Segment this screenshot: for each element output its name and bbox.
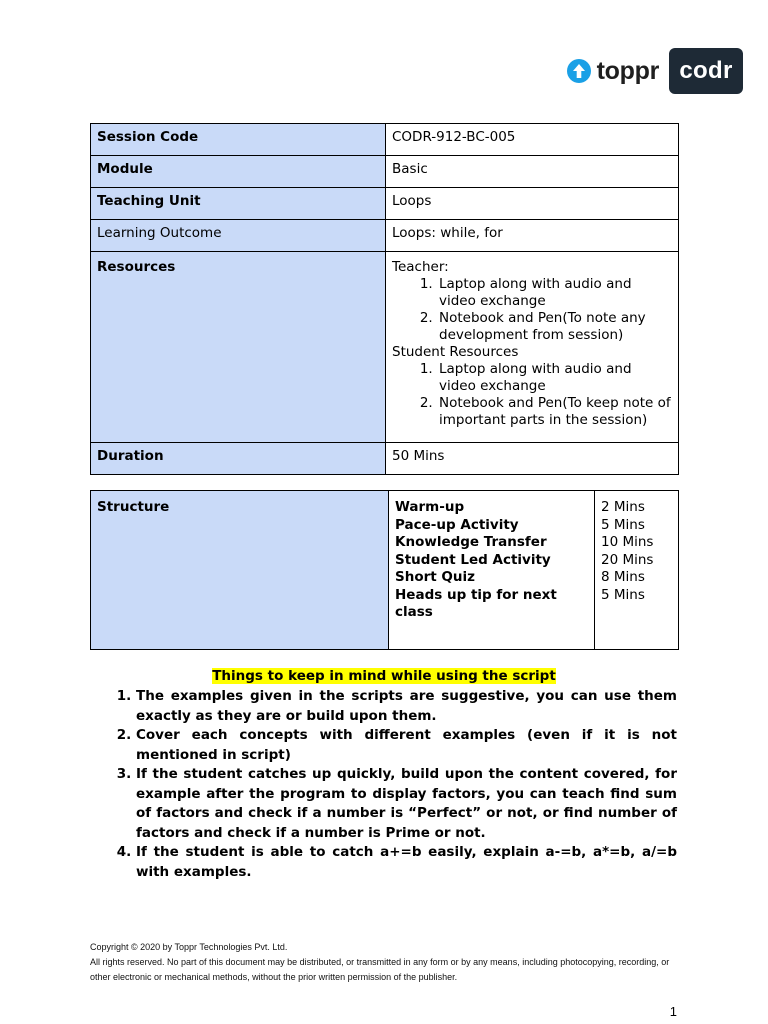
table-row bbox=[91, 220, 679, 252]
toppr-logo bbox=[567, 57, 659, 86]
things-list bbox=[90, 687, 677, 882]
session-code-value: CODR-912-BC-005 bbox=[386, 124, 679, 156]
list-item: 2. Cover each concepts with different examples (even if it is not mentioned in script) bbox=[136, 726, 677, 765]
module-label: Module bbox=[91, 156, 386, 188]
student-heading: Student Resources bbox=[392, 344, 519, 360]
list-item: 4. If the student is able to catch a+=b easily, explain a-=b, a*=b, a/=b with examples. bbox=[136, 843, 677, 882]
copyright-footer bbox=[90, 940, 690, 985]
teacher-resources-list bbox=[392, 276, 672, 344]
logo bbox=[567, 48, 743, 94]
table-row bbox=[91, 156, 679, 188]
list-item: 1. Laptop along with audio and video exchange bbox=[437, 361, 672, 395]
teacher-heading: Teacher: bbox=[392, 259, 449, 275]
list-item: 2. Notebook and Pen(To keep note of important parts in the session) bbox=[437, 395, 672, 429]
structure-times bbox=[595, 491, 679, 650]
toppr-wordmark: toppr bbox=[596, 56, 659, 85]
table-row bbox=[91, 124, 679, 156]
resources-value bbox=[386, 252, 679, 443]
rights-notice: All rights reserved. No part of this document may be distributed, or transmitted in any form or by any means, including photocopying, recording, or other electronic or mechanical methods, without the prior written permission of the publisher. bbox=[90, 957, 670, 982]
structure-table bbox=[90, 490, 679, 650]
table-row bbox=[91, 443, 679, 475]
module-value: Basic bbox=[386, 156, 679, 188]
things-heading bbox=[0, 668, 768, 684]
activity-item: Pace-up Activity bbox=[395, 516, 519, 533]
time-item: 8 Mins bbox=[601, 569, 645, 585]
learning-outcome-value: Loops: while, for bbox=[386, 220, 679, 252]
session-info-table bbox=[90, 123, 679, 475]
activity-item: Knowledge Transfer bbox=[395, 534, 547, 550]
list-item: 2. Notebook and Pen(To note any development from session) bbox=[437, 310, 672, 344]
student-resources-list bbox=[392, 361, 672, 429]
page-number: 1 bbox=[669, 1004, 677, 1019]
activity-item: Warm-up bbox=[395, 499, 465, 515]
time-item: 10 Mins bbox=[601, 534, 654, 550]
things-heading-text: Things to keep in mind while using the script bbox=[212, 668, 556, 684]
time-item: 5 Mins bbox=[601, 586, 645, 603]
table-row bbox=[91, 188, 679, 220]
time-item: 2 Mins bbox=[601, 499, 645, 515]
list-item: 1. Laptop along with audio and video exchange bbox=[437, 276, 672, 310]
session-code-label: Session Code bbox=[91, 124, 386, 156]
duration-label: Duration bbox=[91, 443, 386, 475]
activity-item: Student Led Activity bbox=[395, 551, 551, 568]
structure-label: Structure bbox=[91, 491, 389, 650]
duration-value: 50 Mins bbox=[386, 443, 679, 475]
time-item: 20 Mins bbox=[601, 551, 654, 568]
arrow-up-icon bbox=[567, 59, 591, 83]
teaching-unit-label: Teaching Unit bbox=[91, 188, 386, 220]
activity-item: Short Quiz bbox=[395, 569, 475, 585]
list-item: 1. The examples given in the scripts are suggestive, you can use them exactly as they are or build upon them. bbox=[136, 687, 677, 726]
codr-logo: codr bbox=[669, 48, 743, 94]
copyright-line: Copyright © 2020 by Toppr Technologies Pvt. Ltd. bbox=[90, 942, 288, 952]
table-row bbox=[91, 491, 679, 650]
teaching-unit-value: Loops bbox=[386, 188, 679, 220]
structure-activities bbox=[389, 491, 595, 650]
resources-label: Resources bbox=[91, 252, 386, 443]
list-item: 3. If the student catches up quickly, build upon the content covered, for example after the program to display factors, you can teach find sum of factors and check if a number is “Perfect” or not, or find number of factors and check if a number is Prime or not. bbox=[136, 765, 677, 843]
activity-item: Heads up tip for next class bbox=[395, 586, 557, 620]
time-item: 5 Mins bbox=[601, 516, 645, 533]
table-row bbox=[91, 252, 679, 443]
learning-outcome-label: Learning Outcome bbox=[91, 220, 386, 252]
